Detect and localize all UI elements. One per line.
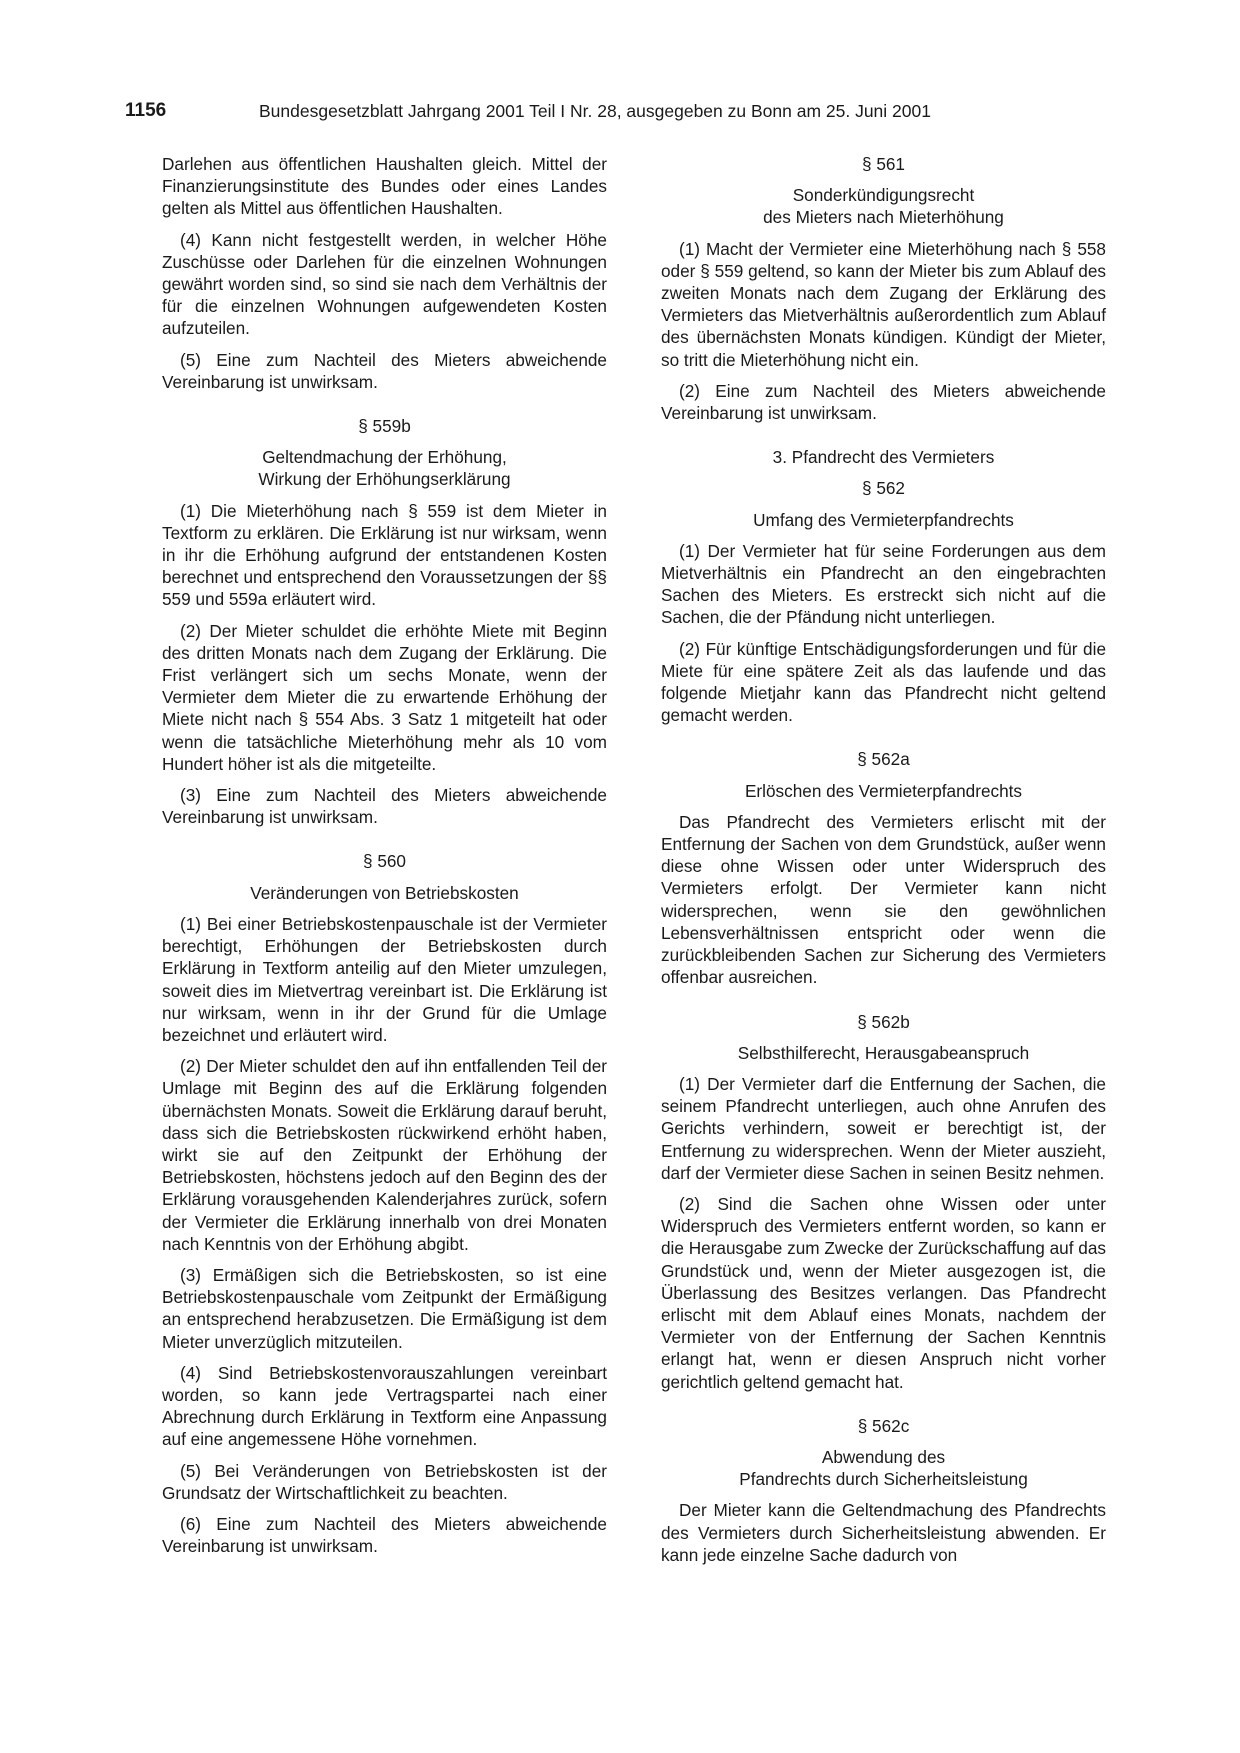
section-title xyxy=(661,184,1106,228)
paragraph: (2) Für künftige Entschädigungsforderungen und für die Miete für eine spätere Zeit als das laufende und das folgende Mietjahr kann das Pfandrecht nicht geltend gemacht werden. xyxy=(661,638,1106,726)
section-title: Umfang des Vermieterpfandrechts xyxy=(753,509,1014,530)
section-title xyxy=(661,1446,1106,1490)
section-title: Veränderungen von Betriebskosten xyxy=(250,882,519,903)
section-number: § 561 xyxy=(861,154,905,174)
paragraph: Darlehen aus öffentlichen Haushalten gleich. Mittel der Finanzierungsinstitute des Bundes oder eines Landes gelten als Mittel aus öffentlichen Haushalten. xyxy=(162,154,607,219)
paragraph: (2) Sind die Sachen ohne Wissen oder unter Widerspruch des Vermieters entfernt worden, so kann er die Herausgabe zum Zwecke der Zurückschaffung auf das Grundstück und, wenn der Mieter ausgezogen ist, die Überlassung des Besitzes verlangen. Das Pfandrecht erlischt mit dem Ablauf eines Monats, nachdem der Vermieter von der Entfernung der Sachen Kenntnis erlangt hat, wenn er diesen Anspruch nicht vorher gerichtlich geltend gemacht hat. xyxy=(661,1193,1106,1392)
section-title-line: des Mieters nach Mieterhöhung xyxy=(763,207,1004,228)
section-title: Erlöschen des Vermieterpfandrechts xyxy=(744,780,1023,801)
section-number: § 562a xyxy=(857,749,910,770)
paragraph: (1) Bei einer Betriebskostenpauschale ist der Vermieter berechtigt, Erhöhungen der Betriebskosten durch Erklärung in Textform anteilig auf den Mieter umzulegen, soweit dies im Mietvertrag vereinbart ist. Die Erklärung ist nur wirksam, wenn in ihr der Grund für die Umlage bezeichnet und erläutert wird. xyxy=(162,913,607,1045)
section-title xyxy=(162,446,607,490)
paragraph: Das Pfandrecht des Vermieters erlischt mit der Entfernung der Sachen von dem Grundstück, außer wenn diese ohne Wissen oder unter Widerspruch des Vermieters erfolgt. Der Vermieter kann nicht widersprechen, wenn sie den gewöhnlichen Lebensverhältnissen entspricht oder wenn die zurückbleibenden Sachen zur Sicherung des Vermieters offenbar ausreichen. xyxy=(661,811,1106,988)
paragraph: (4) Kann nicht festgestellt werden, in welcher Höhe Zuschüsse oder Darlehen für die einzelnen Wohnungen gewährt worden sind, so sind sie nach dem Verhältnis der für die einzelnen Wohnungen aufgewendeten Kosten aufzuteilen. xyxy=(162,229,607,339)
section-title: Selbsthilferecht, Herausgabeanspruch xyxy=(737,1042,1030,1063)
section-number: § 562 xyxy=(861,478,905,499)
section-title-line: Geltendmachung der Erhöhung, xyxy=(262,447,507,468)
paragraph: (3) Eine zum Nachteil des Mieters abweichende Vereinbarung ist unwirksam. xyxy=(162,785,607,828)
paragraph: (1) Die Mieterhöhung nach § 559 ist dem Mieter in Textform zu erklären. Die Erklärung ist nur wirksam, wenn in ihr die Erhöhung aufgrund der entstandenen Kosten berechnet und entsprechend den Voraussetzungen der §§ 559 und 559a erläutert wird. xyxy=(162,500,607,610)
paragraph: (5) Bei Veränderungen von Betriebskosten ist der Grundsatz der Wirtschaftlichkeit zu beachten. xyxy=(162,1460,607,1503)
section-title-line: Wirkung der Erhöhungserklärung xyxy=(258,469,511,490)
paragraph: (1) Macht der Vermieter eine Mieterhöhung nach § 558 oder § 559 geltend, so kann der Mieter bis zum Ablauf des zweiten Monats nach dem Zugang der Erklärung des Vermieters das Mietverhältnis außerordentlich zum Ablauf des übernächsten Monats kündigen. Kündigt der Mieter, so tritt die Mieterhöhung nicht ein. xyxy=(661,238,1106,370)
section-number: § 560 xyxy=(362,851,406,872)
subchapter-heading: 3. Pfandrecht des Vermieters xyxy=(772,447,995,468)
paragraph: (2) Der Mieter schuldet die erhöhte Miete mit Beginn des dritten Monats nach dem Zugang der Erklärung. Die Frist verlängert sich um sechs Monate, wenn der Vermieter dem Mieter die zu erwartende Erhöhung der Miete nicht nach § 554 Abs. 3 Satz 1 mitgeteilt hat oder wenn die tatsächliche Mieterhöhung mehr als 10 vom Hundert höher ist als die mitgeteilte. xyxy=(162,620,607,774)
paragraph: (2) Der Mieter schuldet den auf ihn entfallenden Teil der Umlage mit Beginn des auf die Erklärung folgenden übernächsten Monats. Soweit die Erklärung darauf beruht, dass sich die Betriebskosten rückwirkend erhöht haben, wirkt sie auf den Zeitpunkt der Erhöhung der Betriebskosten, höchstens jedoch auf den Beginn des der Erklärung vorausgehenden Kalenderjahres zurück, sofern der Vermieter die Erklärung innerhalb von drei Monaten nach Kenntnis von der Erhöhung abgibt. xyxy=(162,1056,607,1254)
paragraph: (6) Eine zum Nachteil des Mieters abweichende Vereinbarung ist unwirksam. xyxy=(162,1513,607,1557)
page-header xyxy=(125,100,1115,124)
paragraph: (5) Eine zum Nachteil des Mieters abweichende Vereinbarung ist unwirksam. xyxy=(162,349,607,392)
page-number: 1156 xyxy=(125,100,167,121)
paragraph: (4) Sind Betriebskostenvorauszahlungen vereinbart worden, so kann jede Vertragspartei nach einer Abrechnung durch Erklärung in Textform eine Anpassung auf eine angemessene Höhe vornehmen. xyxy=(162,1362,607,1450)
running-title: Bundesgesetzblatt Jahrgang 2001 Teil I Nr. 28, ausgegeben zu Bonn am 25. Juni 2001 xyxy=(259,101,931,121)
section-number: § 562c xyxy=(857,1415,910,1436)
left-column xyxy=(162,153,607,1566)
paragraph: (2) Eine zum Nachteil des Mieters abweichende Vereinbarung ist unwirksam. xyxy=(661,380,1106,424)
section-number: § 562b xyxy=(857,1011,910,1032)
section-title-line: Pfandrechts durch Sicherheitsleistung xyxy=(739,1469,1028,1490)
paragraph: (1) Der Vermieter hat für seine Forderungen aus dem Mietverhältnis ein Pfandrecht an den eingebrachten Sachen des Mieters. Es erstreckt sich nicht auf die Sachen, die der Pfändung nicht unterliegen. xyxy=(661,540,1106,628)
paragraph: (3) Ermäßigen sich die Betriebskosten, so ist eine Betriebskostenpauschale vom Zeitpunkt der Ermäßigung an entsprechend herabzusetzen. Die Ermäßigung ist dem Mieter unverzüglich mitzuteilen. xyxy=(162,1264,607,1352)
right-column xyxy=(661,153,1106,1575)
section-title-line: Sonderkündigungsrecht xyxy=(792,185,975,206)
section-number: § 559b xyxy=(358,416,411,437)
section-title-line: Abwendung des xyxy=(821,1446,946,1467)
paragraph: (1) Der Vermieter darf die Entfernung der Sachen, die seinem Pfandrecht unterliegen, auch ohne Anrufen des Gerichts verhindern, soweit er berechtigt ist, der Entfernung zu widersprechen. Wenn der Mieter auszieht, darf der Vermieter diese Sachen in seinen Besitz nehmen. xyxy=(661,1073,1106,1183)
paragraph: Der Mieter kann die Geltendmachung des Pfandrechts des Vermieters durch Sicherheitsleistung abwenden. Er kann jede einzelne Sache dadurch von xyxy=(661,1500,1106,1565)
